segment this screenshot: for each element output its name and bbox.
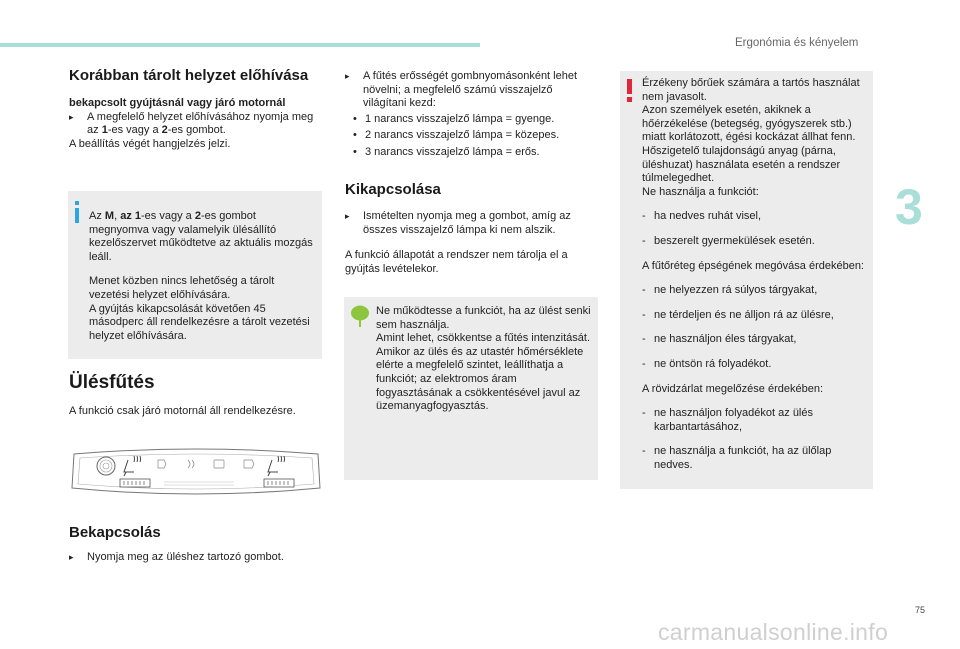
activation-bullet: Nyomja meg az üléshez tartozó gombot.: [87, 551, 284, 563]
deactivation-body: ▸ Ismételten nyomja meg a gombot, amíg az összes visszajelző lámpa ki nem alszik. A funkció állapotát a rendszer nem tárolja el a gyújtás levételekor.: [345, 210, 597, 276]
deactivation-bullet: Ismételten nyomja meg a gombot, amíg az összes visszajelző lámpa ki nem alszik.: [363, 210, 571, 236]
chapter-number: 3: [895, 179, 923, 235]
info-box: [68, 191, 322, 359]
intensity-level-2: 2 narancs visszajelző lámpa = közepes.: [365, 129, 560, 142]
header-accent-bar: [0, 43, 480, 47]
recall-title: Korábban tárolt helyzet előhívása: [69, 67, 309, 84]
intensity-bullet: A fűtés erősségét gombnyomásonként lehet növelni; a megfelelő számú visszajelző világítani kezd:: [363, 70, 578, 110]
heating-intro: A funkció csak járó motornál áll rendelkezésre.: [69, 405, 296, 417]
leaf-icon: [350, 305, 370, 327]
warning-p3: Hőszigetelő tulajdonságú anyag (párna, üléshuzat) használata esetén a rendszer túlmelegedhet.: [642, 144, 841, 185]
recall-bullet: ▸ A megfelelő helyzet előhívásához nyomja meg az 1-es vagy a 2-es gombot.: [69, 110, 314, 137]
activation-title: Bekapcsolás: [69, 524, 161, 541]
warning-p2: Azon személyek esetén, akiknek a hőérzékelése (betegség, gyógyszerek stb.) miatt korlátozott, égési kockázat állhat fenn.: [642, 104, 856, 144]
recall-after: A beállítás végét hangjelzés jelzi.: [69, 137, 231, 150]
heating-title: Ülésfűtés: [69, 372, 155, 393]
info-text-3: A gyújtás kikapcsolását követően 45 másodperc áll rendelkezésre a tárolt vezetési helyzet előhívására.: [89, 302, 310, 342]
page-number: 75: [915, 605, 926, 615]
seat-heating-panel-illustration: [68, 442, 324, 504]
info-text-2: Menet közben nincs lehetőség a tárolt vezetési helyzet előhívására.: [89, 275, 275, 301]
eco-text-1: Ne működtesse a funkciót, ha az ülést senki sem használja.: [376, 305, 591, 331]
warning-p6: A rövidzárlat megelőzése érdekében:: [642, 382, 823, 395]
warning-list3-item: - ne használjon folyadékot az ülés karbantartásához,: [642, 407, 813, 433]
warning-list2-item: - ne helyezzen rá súlyos tárgyakat,: [642, 284, 818, 297]
warning-icon: [624, 79, 636, 103]
info-text-1: Az M, az 1-es vagy a 2-es gombot megnyomva vagy valamelyik ülésállító kezelőszervet működtetve az aktuális mozgás leáll.: [89, 210, 313, 263]
info-icon: [74, 201, 80, 223]
recall-body: [69, 97, 314, 151]
deactivation-after: A funkció állapotát a rendszer nem tárolja el a gyújtás levételekor.: [345, 249, 568, 275]
warning-p5: A fűtőréteg épségének megóvása érdekében:: [642, 259, 864, 272]
intensity-body: ▸ A fűtés erősségét gombnyomásonként lehet növelni; a megfelelő számú visszajelző világítani kezd: • 1 narancs visszajelző lámpa = gyenge. • 2 narancs visszajelző lámpa = közepes. • 3 narancs visszajelző lámpa = erős.: [345, 70, 578, 158]
intensity-level-3: 3 narancs visszajelző lámpa = erős.: [365, 145, 540, 158]
eco-box: [344, 297, 598, 480]
chapter-title: Ergonómia és kényelem: [735, 37, 859, 49]
eco-text-2: Amint lehet, csökkentse a fűtés intenzitását.: [376, 332, 591, 345]
recall-intro: bekapcsolt gyújtásnál vagy járó motornál: [69, 97, 286, 109]
warning-list2-item: - ne öntsön rá folyadékot.: [642, 357, 772, 370]
warning-list2-item: - ne térdeljen és ne álljon rá az ülésre,: [642, 308, 834, 321]
eco-text-3: Amikor az ülés és az utastér hőmérséklete elérte a megfelelő szintet, leállíthatja a funkciót; az elektromos áram fogyasztásának a csökkentésével javul az üzemanyagfogyasztás.: [376, 345, 584, 413]
warning-list1-item: - ha nedves ruhát visel,: [642, 210, 762, 223]
warning-list1-item: - beszerelt gyermekülések esetén.: [642, 234, 815, 247]
warning-list2-item: - ne használjon éles tárgyakat,: [642, 333, 797, 346]
warning-box: [620, 71, 873, 489]
warning-list3-item: - ne használja a funkciót, ha az ülőlap nedves.: [642, 445, 832, 471]
intensity-level-1: 1 narancs visszajelző lámpa = gyenge.: [365, 112, 555, 125]
warning-p4: Ne használja a funkciót:: [642, 185, 759, 198]
deactivation-title: Kikapcsolása: [345, 181, 441, 198]
warning-p1: Érzékeny bőrűek számára a tartós használat nem javasolt.: [642, 77, 860, 103]
activation-body: ▸ Nyomja meg az üléshez tartozó gombot.: [69, 551, 284, 563]
watermark: carmanualsonline.info: [658, 619, 889, 645]
